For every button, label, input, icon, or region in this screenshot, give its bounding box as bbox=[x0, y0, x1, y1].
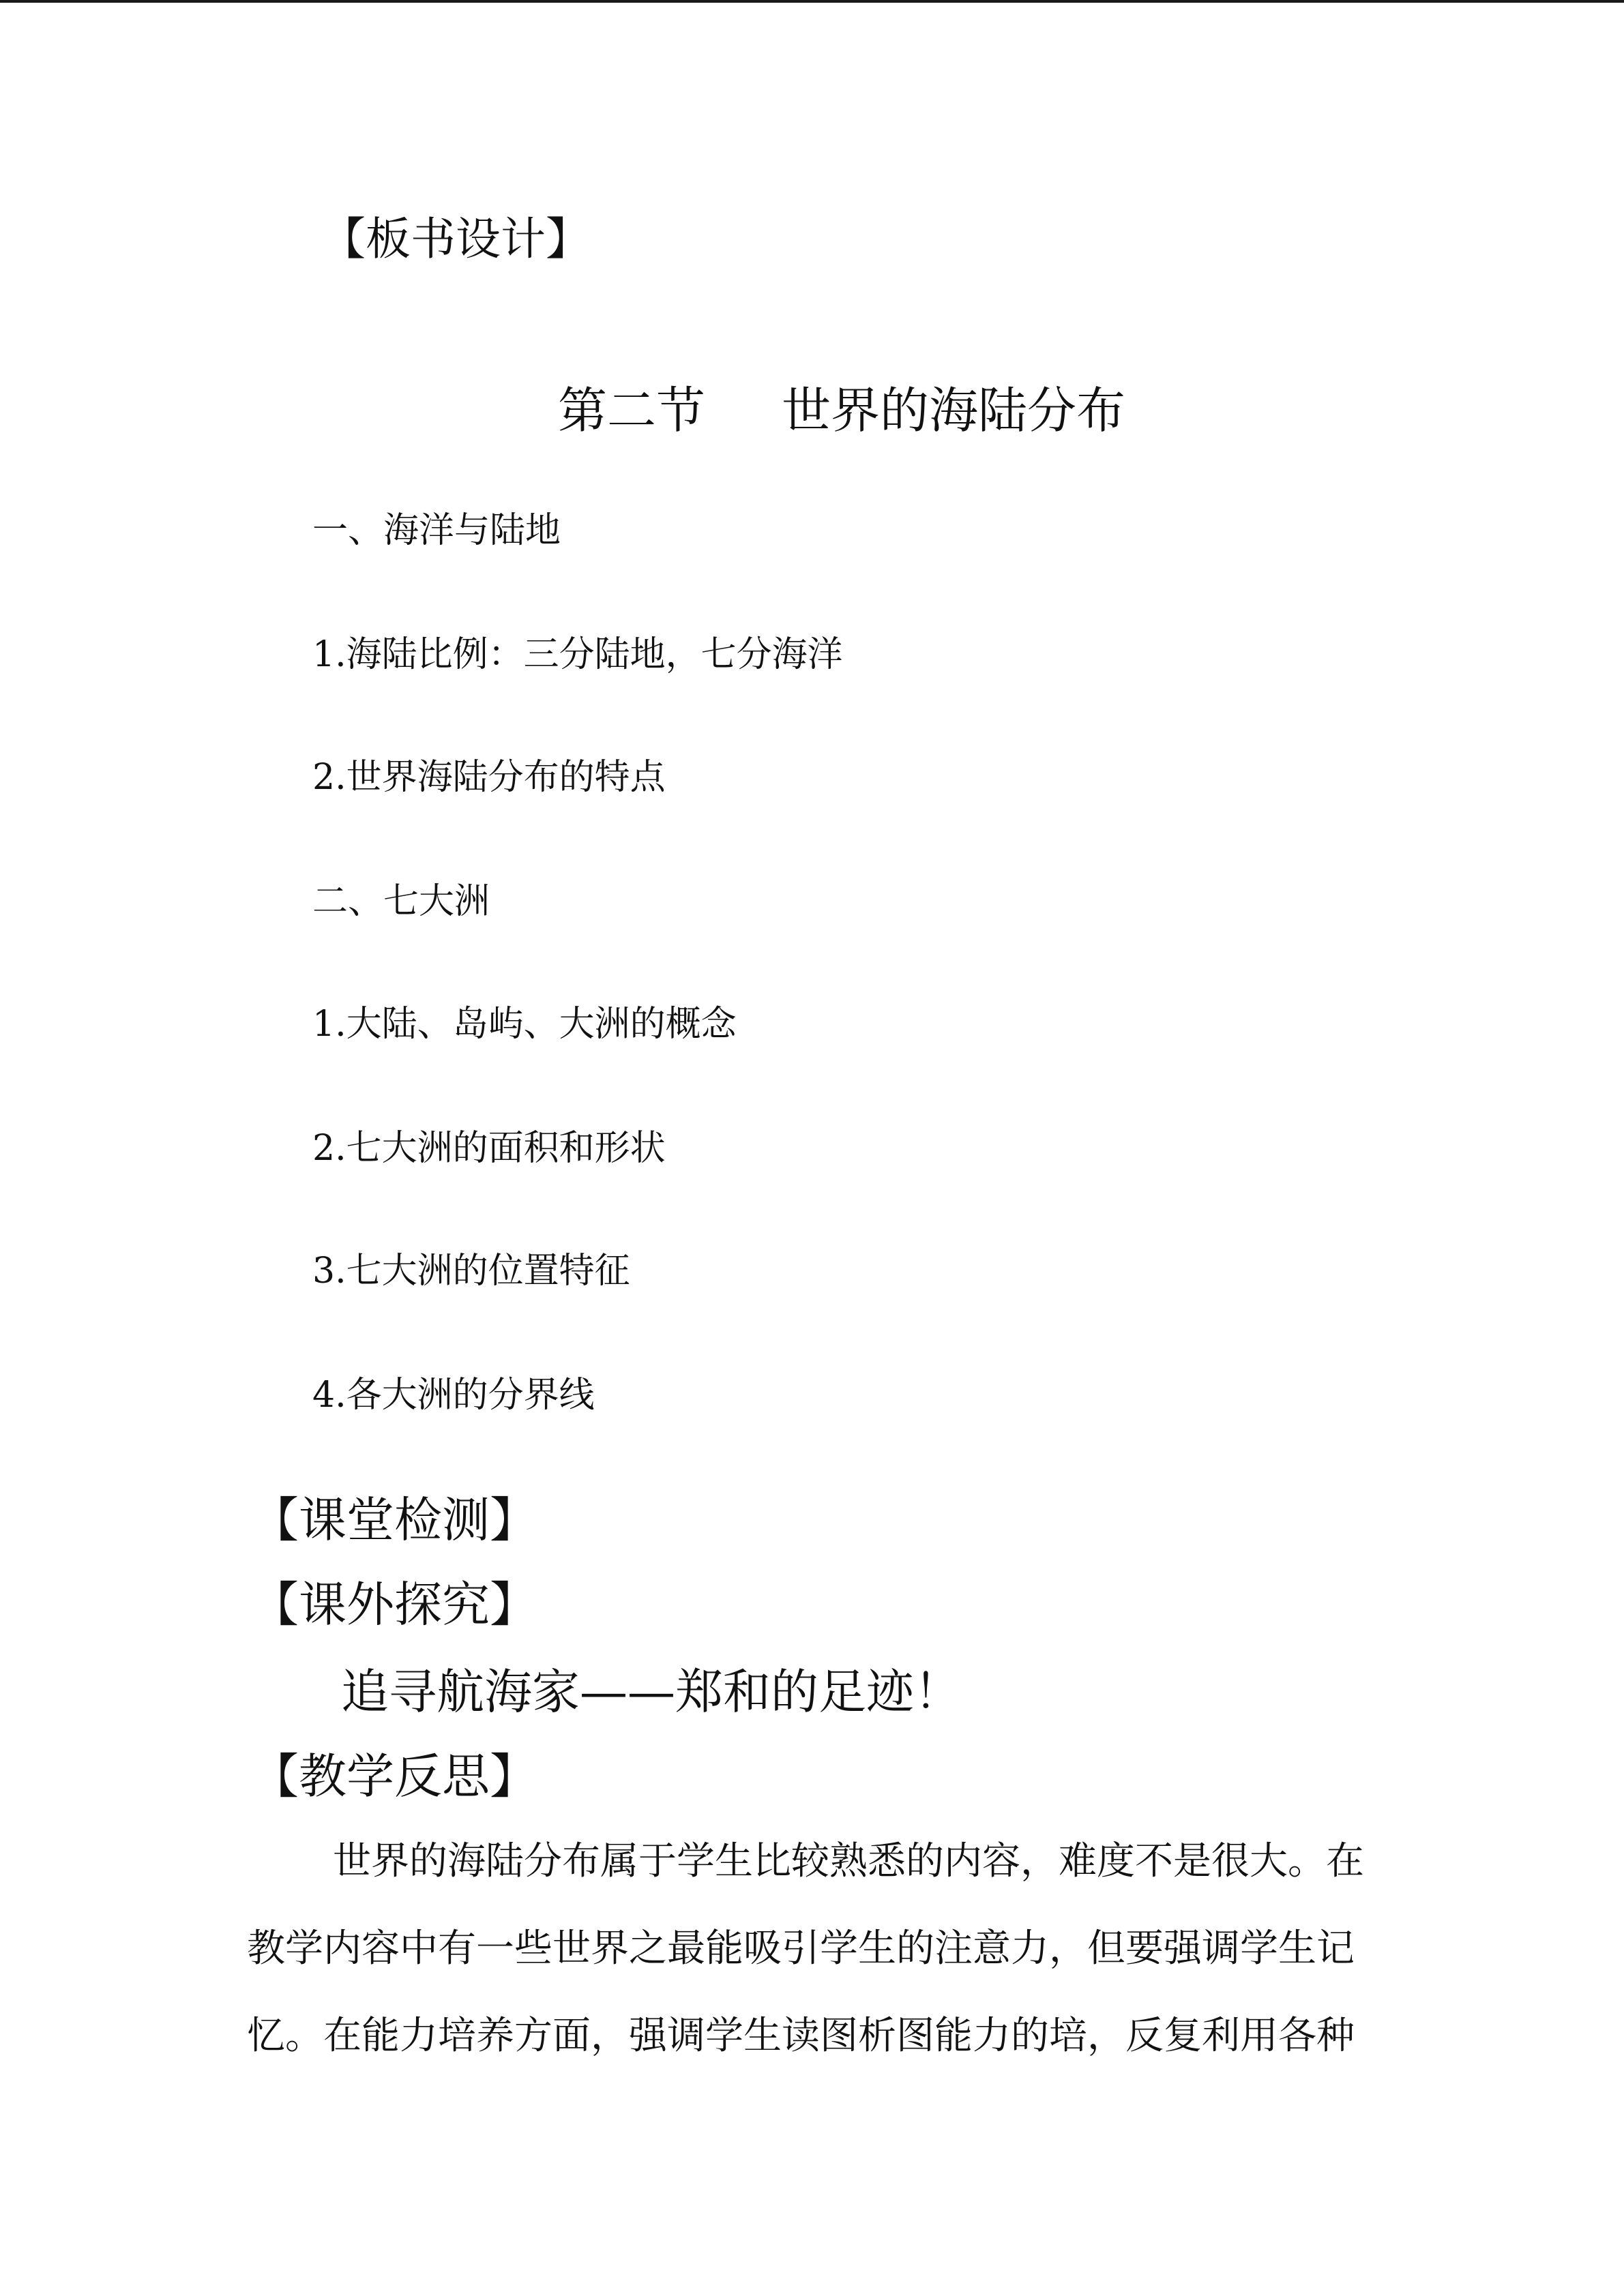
outline-item: 二、七大洲 bbox=[312, 881, 490, 922]
reflection-paragraph-line: 教学内容中有一些世界之最能吸引学生的注意力，但要强调学生记 bbox=[247, 1926, 1355, 1971]
extracurricular-slogan: 追寻航海家——郑和的足迹！ bbox=[341, 1664, 962, 1720]
outline-item: 1.大陆、岛屿、大洲的概念 bbox=[312, 1004, 737, 1045]
reflection-paragraph-line: 世界的海陆分布属于学生比较熟悉的内容，难度不是很大。在 bbox=[333, 1839, 1364, 1883]
outline-item: 一、海洋与陆地 bbox=[312, 510, 561, 551]
outline-item: 2.七大洲的面积和形状 bbox=[312, 1128, 666, 1169]
outline-item: 1.海陆比例：三分陆地，七分海洋 bbox=[312, 634, 843, 675]
outline-item: 3.七大洲的位置特征 bbox=[312, 1251, 630, 1292]
section-title: 世界的海陆分布 bbox=[782, 382, 1126, 439]
reflection-paragraph-line: 忆。在能力培养方面，强调学生读图析图能力的培，反复利用各种 bbox=[247, 2014, 1355, 2058]
section-number: 第二节 bbox=[558, 382, 706, 439]
outline-item: 2.世界海陆分布的特点 bbox=[312, 757, 666, 798]
section-title-line bbox=[558, 382, 1126, 439]
classroom-test-heading: 【课堂检测】 bbox=[251, 1492, 537, 1548]
extracurricular-heading: 【课外探究】 bbox=[251, 1577, 537, 1632]
outline-item: 4.各大洲的分界线 bbox=[312, 1375, 595, 1416]
board-design-heading: 【板书设计】 bbox=[321, 213, 591, 265]
page-top-border bbox=[0, 0, 1624, 3]
reflection-heading: 【教学反思】 bbox=[251, 1748, 537, 1804]
